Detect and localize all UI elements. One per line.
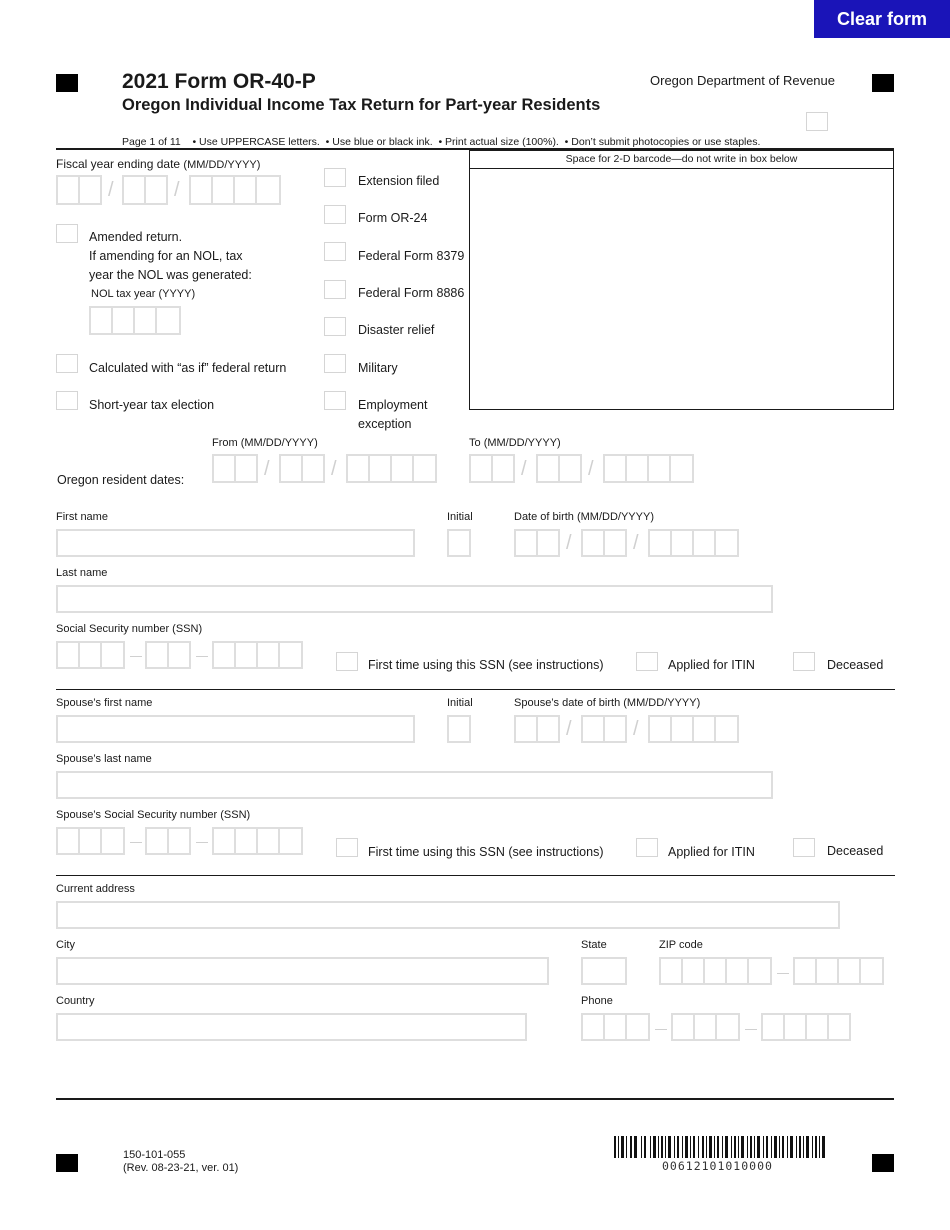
- date-cell[interactable]: [714, 529, 739, 557]
- ssn-cell[interactable]: [278, 827, 303, 855]
- registration-mark-top-right: [872, 74, 894, 92]
- barcode-box-label: Space for 2-D barcode—do not write in box below: [470, 151, 893, 169]
- ssn-cell[interactable]: [256, 641, 280, 669]
- barcode-box: [469, 150, 894, 410]
- ssn-cell[interactable]: [234, 827, 258, 855]
- ssn-cell[interactable]: [100, 827, 125, 855]
- amended-line1: Amended return.: [89, 230, 183, 244]
- employment-exception-label-2: exception: [358, 417, 412, 431]
- section-divider: [56, 689, 895, 690]
- form-or24-checkbox[interactable]: [324, 205, 346, 224]
- country-input[interactable]: [56, 1013, 527, 1041]
- zip-cell[interactable]: [681, 957, 705, 985]
- dash: [130, 656, 142, 657]
- spouse-first-time-ssn-checkbox[interactable]: [336, 838, 358, 857]
- date-cell[interactable]: [301, 454, 325, 483]
- ssn-cell[interactable]: [212, 827, 236, 855]
- dash: [777, 973, 789, 974]
- country-label: Country: [56, 995, 95, 1007]
- date-cell[interactable]: [233, 175, 257, 205]
- footer-rule: [56, 1098, 894, 1100]
- ssn-cell[interactable]: [78, 827, 102, 855]
- date-cell[interactable]: [212, 454, 236, 483]
- spouse-last-name-input[interactable]: [56, 771, 773, 799]
- barcode-icon: [614, 1136, 826, 1158]
- phone-cell[interactable]: [827, 1013, 851, 1041]
- federal-8886-checkbox[interactable]: [324, 280, 346, 299]
- slash: /: [264, 458, 270, 480]
- slash: /: [633, 718, 639, 740]
- date-cell[interactable]: [279, 454, 303, 483]
- spouse-ssn-label: Spouse’s Social Security number (SSN): [56, 809, 251, 821]
- short-year-label: Short-year tax election: [89, 398, 215, 412]
- as-if-federal-checkbox[interactable]: [56, 354, 78, 373]
- phone-cell[interactable]: [761, 1013, 785, 1041]
- form-subtitle: Oregon Individual Income Tax Return for Part-year Residents: [122, 96, 601, 114]
- zip-cell[interactable]: [747, 957, 772, 985]
- spouse-deceased-checkbox[interactable]: [793, 838, 815, 857]
- ssn-cell[interactable]: [145, 827, 169, 855]
- phone-cell[interactable]: [603, 1013, 627, 1041]
- disaster-relief-checkbox[interactable]: [324, 317, 346, 336]
- slash: /: [633, 532, 639, 554]
- date-cell[interactable]: [189, 175, 213, 205]
- zip-cell[interactable]: [793, 957, 817, 985]
- slash: /: [521, 458, 527, 480]
- year-cell[interactable]: [89, 306, 113, 335]
- phone-label: Phone: [581, 995, 613, 1007]
- amended-line2: If amending for an NOL, tax: [89, 249, 243, 263]
- clear-form-button[interactable]: Clear form: [814, 0, 950, 38]
- date-cell[interactable]: [346, 454, 370, 483]
- initial-label: Initial: [447, 511, 473, 523]
- form-number: 150-101-055: [123, 1149, 186, 1161]
- agency-name: Oregon Department of Revenue: [650, 73, 835, 88]
- ssn-cell[interactable]: [56, 827, 80, 855]
- phone-cell[interactable]: [581, 1013, 605, 1041]
- ssn-cell[interactable]: [212, 641, 236, 669]
- ssn-cell[interactable]: [100, 641, 125, 669]
- city-label: City: [56, 939, 75, 951]
- date-cell[interactable]: [412, 454, 437, 483]
- ssn-cell[interactable]: [145, 641, 169, 669]
- registration-mark-bottom-right: [872, 1154, 894, 1172]
- phone-cell[interactable]: [783, 1013, 807, 1041]
- spouse-last-name-label: Spouse’s last name: [56, 753, 152, 765]
- applied-itin-label: Applied for ITIN: [668, 658, 755, 672]
- ssn-cell[interactable]: [56, 641, 80, 669]
- zip-cell[interactable]: [815, 957, 839, 985]
- spouse-initial-input[interactable]: [447, 715, 471, 743]
- nol-year-label: NOL tax year (YYYY): [91, 288, 196, 300]
- date-cell[interactable]: [390, 454, 414, 483]
- deceased-checkbox[interactable]: [793, 652, 815, 671]
- spouse-dob-label: Spouse’s date of birth (MM/DD/YYYY): [514, 697, 701, 709]
- military-checkbox[interactable]: [324, 354, 346, 373]
- ssn-label: Social Security number (SSN): [56, 623, 203, 635]
- slash: /: [331, 458, 337, 480]
- date-cell[interactable]: [255, 175, 281, 205]
- resident-dates-label: Oregon resident dates:: [57, 473, 185, 487]
- applied-itin-checkbox[interactable]: [636, 652, 658, 671]
- date-cell[interactable]: [581, 715, 605, 743]
- zip-cell[interactable]: [725, 957, 749, 985]
- date-cell[interactable]: [603, 529, 627, 557]
- ssn-cell[interactable]: [78, 641, 102, 669]
- slash: /: [108, 179, 114, 201]
- city-input[interactable]: [56, 957, 549, 985]
- date-cell[interactable]: [648, 529, 672, 557]
- as-if-federal-label: Calculated with “as if” federal return: [89, 361, 287, 375]
- date-cell[interactable]: [368, 454, 392, 483]
- federal-8379-checkbox[interactable]: [324, 242, 346, 261]
- phone-cell[interactable]: [805, 1013, 829, 1041]
- employment-exception-label-1: Employment: [358, 398, 428, 412]
- first-time-ssn-checkbox[interactable]: [336, 652, 358, 671]
- date-cell[interactable]: [56, 175, 80, 205]
- date-cell[interactable]: [603, 715, 627, 743]
- year-cell[interactable]: [133, 306, 157, 335]
- form-instructions: Page 1 of 11 • Use UPPERCASE letters. • Use blue or black ink. • Print actual size (100%). • Don’t submit photocopies or use staples.: [122, 136, 761, 148]
- phone-cell[interactable]: [671, 1013, 695, 1041]
- spouse-initial-label: Initial: [447, 697, 473, 709]
- state-label: State: [581, 939, 607, 951]
- date-cell[interactable]: [647, 454, 671, 483]
- current-address-input[interactable]: [56, 901, 840, 929]
- ssn-cell[interactable]: [256, 827, 280, 855]
- date-cell[interactable]: [122, 175, 146, 205]
- barcode-number: 00612101010000: [662, 1159, 773, 1173]
- extension-filed-label: Extension filed: [358, 174, 440, 188]
- slash: /: [566, 532, 572, 554]
- registration-mark-top-left: [56, 74, 78, 92]
- spouse-first-time-ssn-label: First time using this SSN (see instructions): [368, 845, 604, 859]
- phone-cell[interactable]: [715, 1013, 740, 1041]
- ssn-cell[interactable]: [278, 641, 303, 669]
- date-cell[interactable]: [669, 454, 694, 483]
- first-time-ssn-label: First time using this SSN (see instructions): [368, 658, 604, 672]
- ssn-cell[interactable]: [167, 641, 191, 669]
- zip-cell[interactable]: [659, 957, 683, 985]
- date-cell[interactable]: [514, 715, 538, 743]
- date-cell[interactable]: [670, 529, 694, 557]
- date-cell[interactable]: [469, 454, 493, 483]
- last-name-input[interactable]: [56, 585, 773, 613]
- military-label: Military: [358, 361, 398, 375]
- dash: [745, 1029, 757, 1030]
- date-cell[interactable]: [692, 715, 716, 743]
- date-cell[interactable]: [536, 454, 560, 483]
- state-input[interactable]: [581, 957, 627, 985]
- date-cell[interactable]: [581, 529, 605, 557]
- date-cell[interactable]: [603, 454, 627, 483]
- form-or24-label: Form OR-24: [358, 211, 428, 225]
- current-address-label: Current address: [56, 883, 135, 895]
- short-year-checkbox[interactable]: [56, 391, 78, 410]
- zip-cell[interactable]: [703, 957, 727, 985]
- first-name-input[interactable]: [56, 529, 415, 557]
- spouse-applied-itin-label: Applied for ITIN: [668, 845, 755, 859]
- year-cell[interactable]: [155, 306, 181, 335]
- amended-return-checkbox[interactable]: [56, 224, 78, 243]
- slash: /: [588, 458, 594, 480]
- last-name-label: Last name: [56, 567, 108, 579]
- date-cell[interactable]: [144, 175, 168, 205]
- header-checkbox[interactable]: [806, 112, 828, 131]
- date-cell[interactable]: [558, 454, 582, 483]
- date-cell[interactable]: [514, 529, 538, 557]
- date-cell[interactable]: [234, 454, 258, 483]
- spouse-first-name-label: Spouse’s first name: [56, 697, 153, 709]
- dash: [130, 842, 142, 843]
- phone-cell[interactable]: [693, 1013, 717, 1041]
- date-cell[interactable]: [78, 175, 102, 205]
- spouse-first-name-input[interactable]: [56, 715, 415, 743]
- amended-line3: year the NOL was generated:: [89, 268, 252, 282]
- date-cell[interactable]: [648, 715, 672, 743]
- slash: /: [566, 718, 572, 740]
- date-cell[interactable]: [491, 454, 515, 483]
- federal-8886-label: Federal Form 8886: [358, 286, 465, 300]
- form-title: 2021 Form OR-40-P: [122, 70, 316, 93]
- to-label: To (MM/DD/YYYY): [469, 437, 561, 449]
- year-cell[interactable]: [111, 306, 135, 335]
- date-cell[interactable]: [714, 715, 739, 743]
- date-cell[interactable]: [670, 715, 694, 743]
- from-label: From (MM/DD/YYYY): [212, 437, 318, 449]
- ssn-cell[interactable]: [167, 827, 191, 855]
- zip-cell[interactable]: [859, 957, 884, 985]
- fiscal-year-label: Fiscal year ending date (MM/DD/YYYY): [56, 157, 261, 171]
- date-cell[interactable]: [692, 529, 716, 557]
- extension-filed-checkbox[interactable]: [324, 168, 346, 187]
- section-divider: [56, 875, 895, 876]
- date-cell[interactable]: [211, 175, 235, 205]
- phone-cell[interactable]: [625, 1013, 650, 1041]
- disaster-relief-label: Disaster relief: [358, 323, 435, 337]
- first-name-label: First name: [56, 511, 108, 523]
- date-cell[interactable]: [536, 715, 560, 743]
- zip-cell[interactable]: [837, 957, 861, 985]
- deceased-label: Deceased: [827, 658, 884, 672]
- spouse-deceased-label: Deceased: [827, 844, 884, 858]
- initial-input[interactable]: [447, 529, 471, 557]
- dash: [196, 842, 208, 843]
- date-cell[interactable]: [536, 529, 560, 557]
- zip-label: ZIP code: [659, 939, 703, 951]
- form-revision: (Rev. 08-23-21, ver. 01): [123, 1162, 239, 1174]
- slash: /: [174, 179, 180, 201]
- spouse-applied-itin-checkbox[interactable]: [636, 838, 658, 857]
- date-cell[interactable]: [625, 454, 649, 483]
- employment-exception-checkbox[interactable]: [324, 391, 346, 410]
- dash: [196, 656, 208, 657]
- dob-label: Date of birth (MM/DD/YYYY): [514, 511, 654, 523]
- registration-mark-bottom-left: [56, 1154, 78, 1172]
- federal-8379-label: Federal Form 8379: [358, 249, 465, 263]
- ssn-cell[interactable]: [234, 641, 258, 669]
- dash: [655, 1029, 667, 1030]
